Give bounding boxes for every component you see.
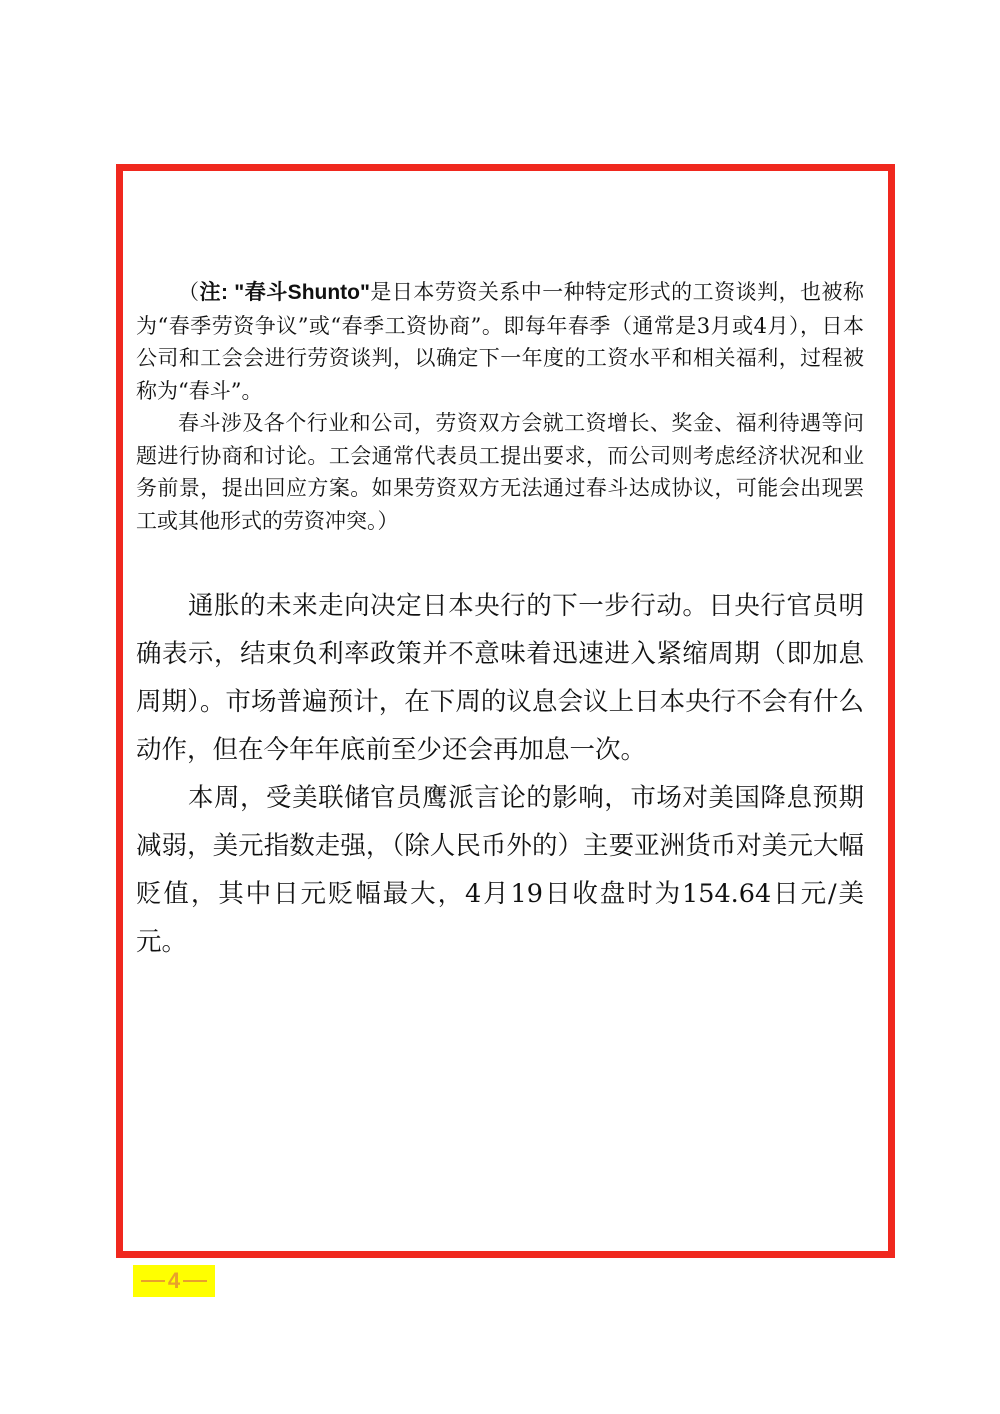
body-paragraph-2: 本周，受美联储官员鹰派言论的影响，市场对美国降息预期减弱，美元指数走强，（除人民币外的）主要亚洲货币对美元大幅贬值，其中日元贬幅最大，4月19日收盘时为154.64日元/美元。 xyxy=(136,783,864,957)
note-paragraph-1-text: 是日本劳资关系中一种特定形式的工资谈判，也被称为“春季劳资争议”或“春季工资协商”。即每年春季（通常是3月或4月），日本公司和工会会进行劳资谈判，以确定下一年度的工资水平和相关福利，过程被称为“春斗”。 xyxy=(136,280,865,403)
dash-left-icon xyxy=(141,1280,165,1282)
note-paragraph-2: 春斗涉及各个行业和公司，劳资双方会就工资增长、奖金、福利待遇等问题进行协商和讨论。工会通常代表员工提出要求，而公司则考虑经济状况和业务前景，提出回应方案。如果劳资双方无法通过春斗达成协议，可能会出现罢工或其他形式的劳资冲突。） xyxy=(136,411,864,533)
note-label: 注: xyxy=(199,281,228,304)
note-open-paren: （ xyxy=(178,280,200,304)
main-body xyxy=(136,582,864,966)
note-paragraph-1 xyxy=(136,276,864,407)
note-term: "春斗Shunto" xyxy=(227,281,370,304)
dash-right-icon xyxy=(183,1280,207,1282)
body-paragraph-1: 通胀的未来走向决定日本央行的下一步行动。日央行官员明确表示，结束负利率政策并不意味着迅速进入紧缩周期（即加息周期）。市场普遍预计，在下周的议息会议上日本央行不会有什么动作，但在今年年底前至少还会再加息一次。 xyxy=(136,591,864,765)
page-number: 4 xyxy=(167,1268,181,1293)
page-number-badge xyxy=(133,1265,215,1297)
note-block xyxy=(136,276,864,537)
